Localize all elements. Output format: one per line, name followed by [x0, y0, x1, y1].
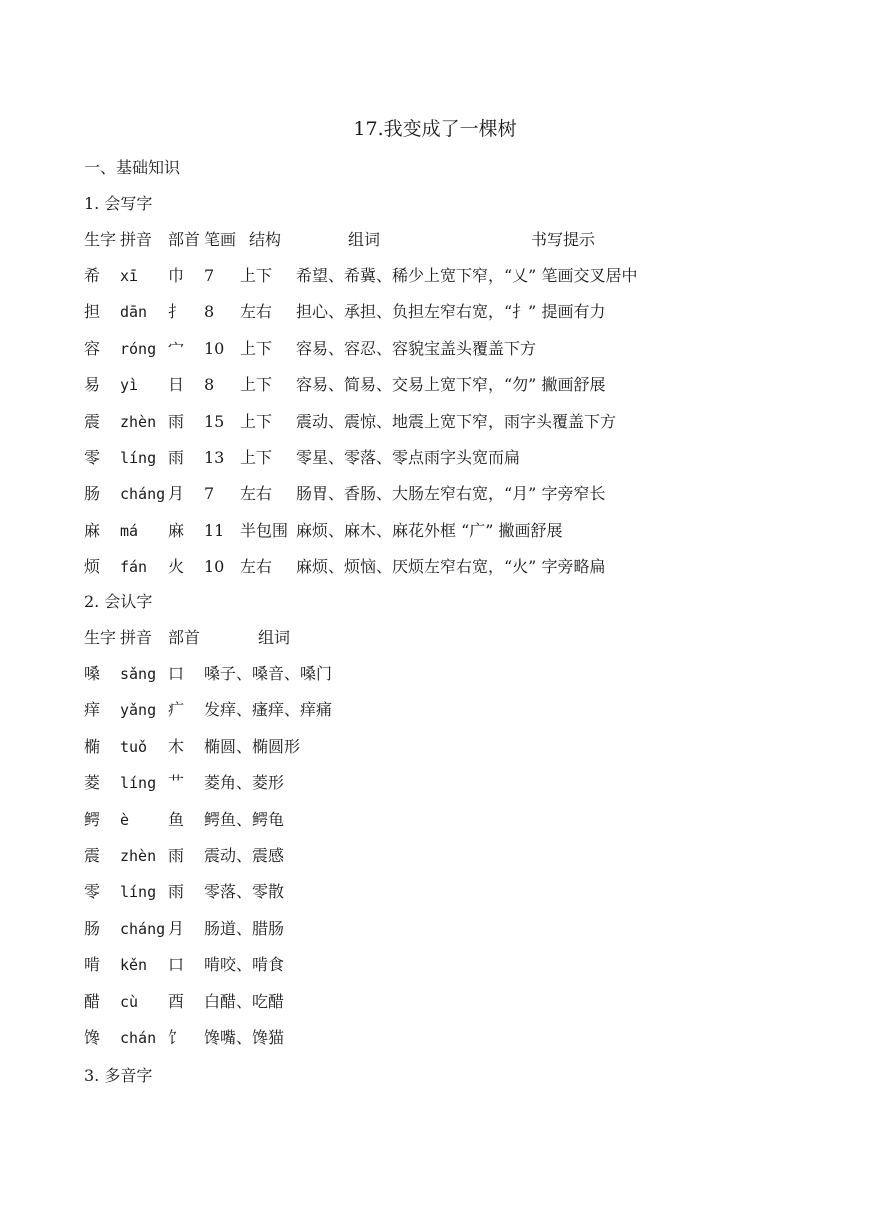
cell-radical: 扌	[168, 302, 185, 322]
cell-pinyin: má	[120, 521, 139, 540]
cell-char: 希	[84, 266, 101, 285]
cell-strokes: 7	[204, 484, 215, 504]
header-radical: 部首	[168, 230, 201, 249]
cell-words: 嗓子、嗓音、嗓门	[204, 664, 333, 683]
header-words: 组词	[348, 230, 381, 249]
cell-char: 易	[84, 375, 101, 395]
cell-pinyin: líng	[120, 883, 157, 902]
cell-char: 零	[84, 882, 101, 902]
cell-radical: 雨	[168, 882, 185, 902]
cell-radical: 月	[168, 484, 185, 504]
cell-words: 鳄鱼、鳄龟	[204, 809, 285, 829]
cell-radical: 疒	[168, 700, 185, 720]
cell-pinyin: yì	[120, 376, 139, 395]
cell-char: 鳄	[84, 809, 101, 829]
cell-words: 菱角、菱形	[204, 773, 285, 793]
cell-char: 零	[84, 448, 101, 467]
cell-radical: 麻	[168, 520, 185, 540]
cell-pinyin: zhèn	[120, 412, 157, 431]
recognize-table-row	[0, 808, 870, 832]
cell-pinyin: líng	[120, 449, 157, 467]
recognize-table-row	[0, 1026, 870, 1050]
cell-char: 烦	[84, 557, 101, 577]
recognize-table-row	[0, 953, 870, 977]
cell-pinyin: cháng	[120, 919, 166, 938]
page-title: 17.我变成了一棵树	[353, 118, 517, 140]
cell-words: 白醋、吃醋	[204, 991, 285, 1011]
cell-pinyin: kěn	[120, 956, 148, 975]
header-radical: 部首	[168, 628, 201, 647]
cell-strokes: 8	[204, 375, 215, 395]
cell-char: 容	[84, 338, 101, 358]
write-table-row	[0, 300, 870, 324]
cell-strokes: 10	[204, 338, 225, 358]
write-heading: 1. 会写字	[84, 194, 153, 213]
cell-radical: 鱼	[168, 809, 185, 829]
cell-pinyin: cháng	[120, 485, 166, 504]
cell-words-tip: 麻烦、麻木、麻花外框 “广” 撇画舒展	[296, 520, 563, 540]
cell-pinyin: dān	[120, 303, 148, 322]
cell-char: 麻	[84, 520, 101, 540]
section-heading-basics: 一、基础知识	[84, 158, 181, 177]
cell-char: 醋	[84, 991, 101, 1011]
cell-pinyin: xī	[120, 267, 139, 285]
cell-strokes: 15	[204, 411, 225, 431]
cell-words-tip: 希望、希冀、稀少上宽下窄，“乂” 笔画交叉居中	[296, 266, 638, 285]
cell-words: 啃咬、啃食	[204, 955, 285, 975]
cell-radical: 口	[168, 664, 185, 683]
cell-strokes: 13	[204, 448, 225, 467]
recognize-table-row	[0, 771, 870, 795]
recognize-table-row	[0, 917, 870, 941]
header-pinyin: 拼音	[120, 628, 153, 647]
write-table-row	[0, 410, 870, 434]
cell-pinyin: cù	[120, 992, 139, 1011]
cell-radical: 雨	[168, 411, 185, 431]
recognize-table-row	[0, 880, 870, 904]
cell-radical: 火	[168, 557, 185, 577]
cell-char: 肠	[84, 484, 101, 504]
write-table-row	[0, 373, 870, 397]
cell-words: 肠道、腊肠	[204, 918, 285, 938]
cell-char: 震	[84, 411, 101, 431]
write-table-row	[0, 519, 870, 543]
cell-structure: 上下	[240, 375, 273, 395]
header-tip: 书写提示	[531, 230, 596, 249]
cell-radical: 月	[168, 918, 185, 938]
cell-char: 馋	[84, 1028, 101, 1047]
cell-radical: 饣	[168, 1028, 185, 1047]
recognize-table-row	[0, 698, 870, 722]
cell-structure: 上下	[240, 338, 273, 358]
header-char: 生字	[84, 230, 117, 249]
cell-words: 发痒、瘙痒、痒痛	[204, 700, 333, 720]
cell-radical: 雨	[168, 448, 185, 467]
cell-radical: 宀	[168, 338, 185, 358]
cell-radical: 雨	[168, 846, 185, 865]
cell-char: 肠	[84, 918, 101, 938]
cell-structure: 上下	[240, 411, 273, 431]
write-table-row	[0, 446, 870, 470]
header-char: 生字	[84, 628, 117, 647]
cell-pinyin: chán	[120, 1029, 157, 1047]
cell-radical: 酉	[168, 991, 185, 1011]
cell-structure: 左右	[240, 557, 273, 577]
cell-words-tip: 零星、零落、零点雨字头宽而扁	[296, 448, 521, 467]
cell-pinyin: fán	[120, 558, 148, 577]
cell-words-tip: 容易、容忍、容貌宝盖头覆盖下方	[296, 338, 537, 358]
write-table-header	[0, 228, 870, 252]
cell-pinyin: líng	[120, 774, 157, 793]
cell-strokes: 8	[204, 302, 215, 322]
recognize-heading: 2. 会认字	[84, 592, 153, 611]
cell-words: 零落、零散	[204, 882, 285, 902]
cell-char: 担	[84, 302, 101, 322]
write-table-row	[0, 555, 870, 579]
cell-words: 震动、震感	[204, 846, 285, 865]
cell-char: 嗓	[84, 664, 101, 683]
cell-pinyin: yǎng	[120, 701, 157, 720]
cell-structure: 左右	[240, 302, 273, 322]
recognize-table-row	[0, 844, 870, 868]
cell-structure: 左右	[240, 484, 273, 504]
header-structure: 结构	[249, 230, 282, 249]
write-table-row	[0, 482, 870, 506]
polyphone-heading: 3. 多音字	[84, 1066, 153, 1085]
cell-strokes: 10	[204, 557, 225, 577]
cell-words: 馋嘴、馋猫	[204, 1028, 285, 1047]
cell-structure: 半包围	[240, 520, 289, 540]
cell-words-tip: 担心、承担、负担左窄右宽，“扌” 提画有力	[296, 302, 606, 322]
cell-words-tip: 震动、震惊、地震上宽下窄，雨字头覆盖下方	[296, 411, 617, 431]
cell-strokes: 11	[204, 520, 225, 540]
cell-char: 菱	[84, 773, 101, 793]
recognize-table-row	[0, 735, 870, 759]
cell-pinyin: róng	[120, 339, 157, 358]
cell-char: 震	[84, 846, 101, 865]
recognize-table-header	[0, 626, 870, 650]
write-table-row	[0, 337, 870, 361]
cell-words-tip: 肠胃、香肠、大肠左窄右宽，“月” 字旁窄长	[296, 484, 606, 504]
cell-structure: 上下	[240, 266, 273, 285]
cell-radical: 口	[168, 955, 185, 975]
cell-words: 椭圆、椭圆形	[204, 736, 301, 756]
recognize-table-row	[0, 662, 870, 686]
cell-words-tip: 麻烦、烦恼、厌烦左窄右宽，“火” 字旁略扁	[296, 557, 606, 577]
cell-pinyin: è	[120, 810, 130, 829]
cell-char: 痒	[84, 700, 101, 720]
cell-pinyin: zhèn	[120, 847, 157, 865]
header-words: 组词	[258, 628, 291, 647]
cell-pinyin: sǎng	[120, 665, 157, 683]
header-strokes: 笔画	[204, 230, 237, 249]
cell-radical: 巾	[168, 266, 185, 285]
cell-radical: 艹	[168, 773, 185, 793]
cell-char: 椭	[84, 736, 101, 756]
cell-structure: 上下	[240, 448, 273, 467]
cell-strokes: 7	[204, 266, 215, 285]
header-pinyin: 拼音	[120, 230, 153, 249]
cell-char: 啃	[84, 955, 101, 975]
cell-radical: 木	[168, 736, 185, 756]
write-table-row	[0, 264, 870, 288]
cell-radical: 日	[168, 375, 185, 395]
recognize-table-row	[0, 990, 870, 1014]
cell-pinyin: tuǒ	[120, 737, 148, 756]
cell-words-tip: 容易、简易、交易上宽下窄，“勿” 撇画舒展	[296, 375, 606, 395]
